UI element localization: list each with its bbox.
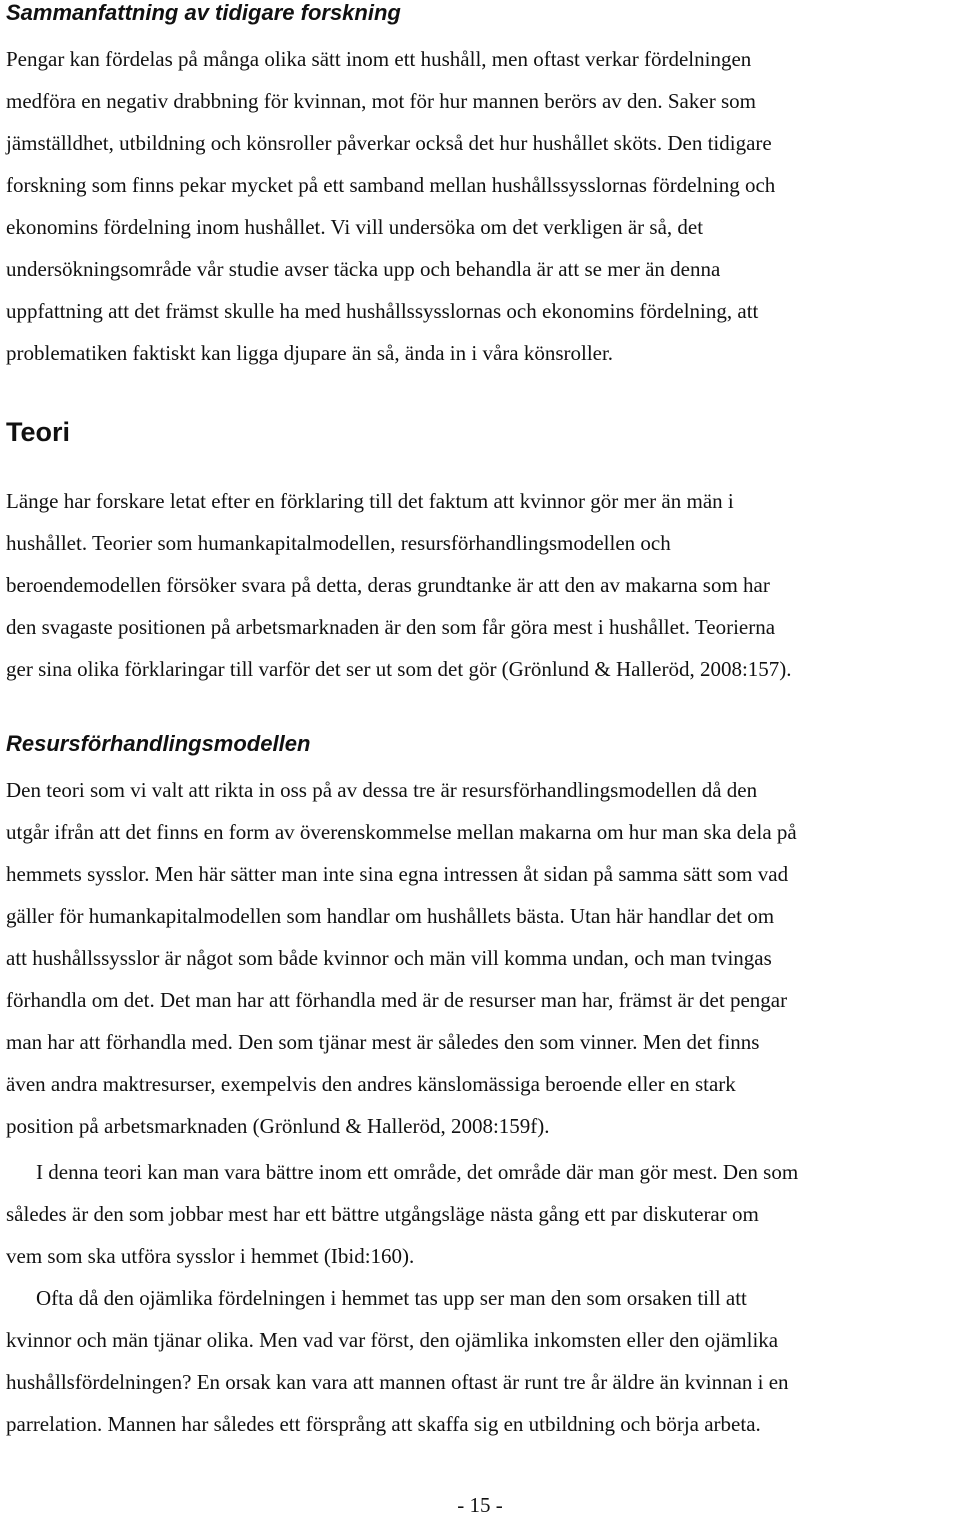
paragraph-resource-model-2 — [6, 1151, 956, 1277]
text-line: beroendemodellen försöker svara på detta, deras grundtanke är att den av makarna som har — [6, 573, 770, 597]
text-line: gäller för humankapitalmodellen som handlar om hushållets bästa. Utan här handlar det om — [6, 904, 775, 928]
text-line: att hushållssysslor är något som både kvinnor och män vill komma undan, och man tvingas — [6, 946, 772, 970]
text-line: ekonomins fördelning inom hushållet. Vi vill undersöka om det verkligen är så, det — [6, 215, 704, 239]
text-line: medföra en negativ drabbning för kvinnan, mot för hur mannen berörs av den. Saker som — [6, 89, 756, 113]
text-line: Ofta då den ojämlika fördelningen i hemmet tas upp ser man den som orsaken till att — [36, 1286, 747, 1310]
heading-theory: Teori — [6, 417, 71, 447]
paragraph-resource-model-1 — [6, 769, 956, 1147]
text-line: hushållsfördelningen? En orsak kan vara att mannen oftast är runt tre år äldre än kvinnan i en — [6, 1370, 789, 1394]
heading-summary: Sammanfattning av tidigare forskning — [6, 0, 401, 25]
text-line: position på arbetsmarknaden (Grönlund & Halleröd, 2008:159f). — [6, 1114, 550, 1138]
text-line: Den teori som vi valt att rikta in oss på av dessa tre är resursförhandlingsmodellen då den — [6, 778, 758, 802]
text-line: hushållet. Teorier som humankapitalmodellen, resursförhandlingsmodellen och — [6, 531, 671, 555]
text-line: man har att förhandla med. Den som tjänar mest är således den som vinner. Men det finns — [6, 1030, 760, 1054]
heading-resource-model: Resursförhandlingsmodellen — [6, 731, 311, 756]
text-line: även andra maktresurser, exempelvis den andres känslomässiga beroende eller en stark — [6, 1072, 736, 1096]
text-line: undersökningsområde vår studie avser täcka upp och behandla är att se mer än denna — [6, 257, 721, 281]
paragraph-resource-model-3 — [6, 1277, 956, 1445]
page-number: - 15 - — [457, 1493, 503, 1517]
text-line: hemmets sysslor. Men här sätter man inte sina egna intressen åt sidan på samma sätt som vad — [6, 862, 789, 886]
text-line: vem som ska utföra sysslor i hemmet (Ibid:160). — [6, 1244, 415, 1268]
paragraph-theory — [6, 480, 956, 690]
text-line: ger sina olika förklaringar till varför det ser ut som det gör (Grönlund & Halleröd, 2008:157). — [6, 657, 792, 681]
text-line: Länge har forskare letat efter en förklaring till det faktum att kvinnor gör mer än män i — [6, 489, 734, 513]
text-line: den svagaste positionen på arbetsmarknaden är den som får göra mest i hushållet. Teorierna — [6, 615, 776, 639]
text-line: problematiken faktiskt kan ligga djupare än så, ända in i våra könsroller. — [6, 341, 614, 365]
paragraph-summary — [6, 38, 956, 374]
text-line: jämställdhet, utbildning och könsroller påverkar också det hur hushållet sköts. Den tidigare — [6, 131, 772, 155]
text-line: således är den som jobbar mest har ett bättre utgångsläge nästa gång ett par diskuterar om — [6, 1202, 759, 1226]
text-line: Pengar kan fördelas på många olika sätt inom ett hushåll, men oftast verkar fördelningen — [6, 47, 752, 71]
text-line: kvinnor och män tjänar olika. Men vad var först, den ojämlika inkomsten eller den ojämlika — [6, 1328, 779, 1352]
text-line: förhandla om det. Det man har att förhandla med är de resurser man har, främst är det pengar — [6, 988, 788, 1012]
text-line: forskning som finns pekar mycket på ett samband mellan hushållssysslornas fördelning och — [6, 173, 776, 197]
text-line: uppfattning att det främst skulle ha med hushållssysslornas och ekonomins fördelning, att — [6, 299, 759, 323]
text-line: parrelation. Mannen har således ett försprång att skaffa sig en utbildning och börja arbeta. — [6, 1412, 761, 1436]
text-line: utgår ifrån att det finns en form av överenskommelse mellan makarna om hur man ska dela på — [6, 820, 797, 844]
text-line: I denna teori kan man vara bättre inom ett område, det område där man gör mest. Den som — [36, 1160, 799, 1184]
